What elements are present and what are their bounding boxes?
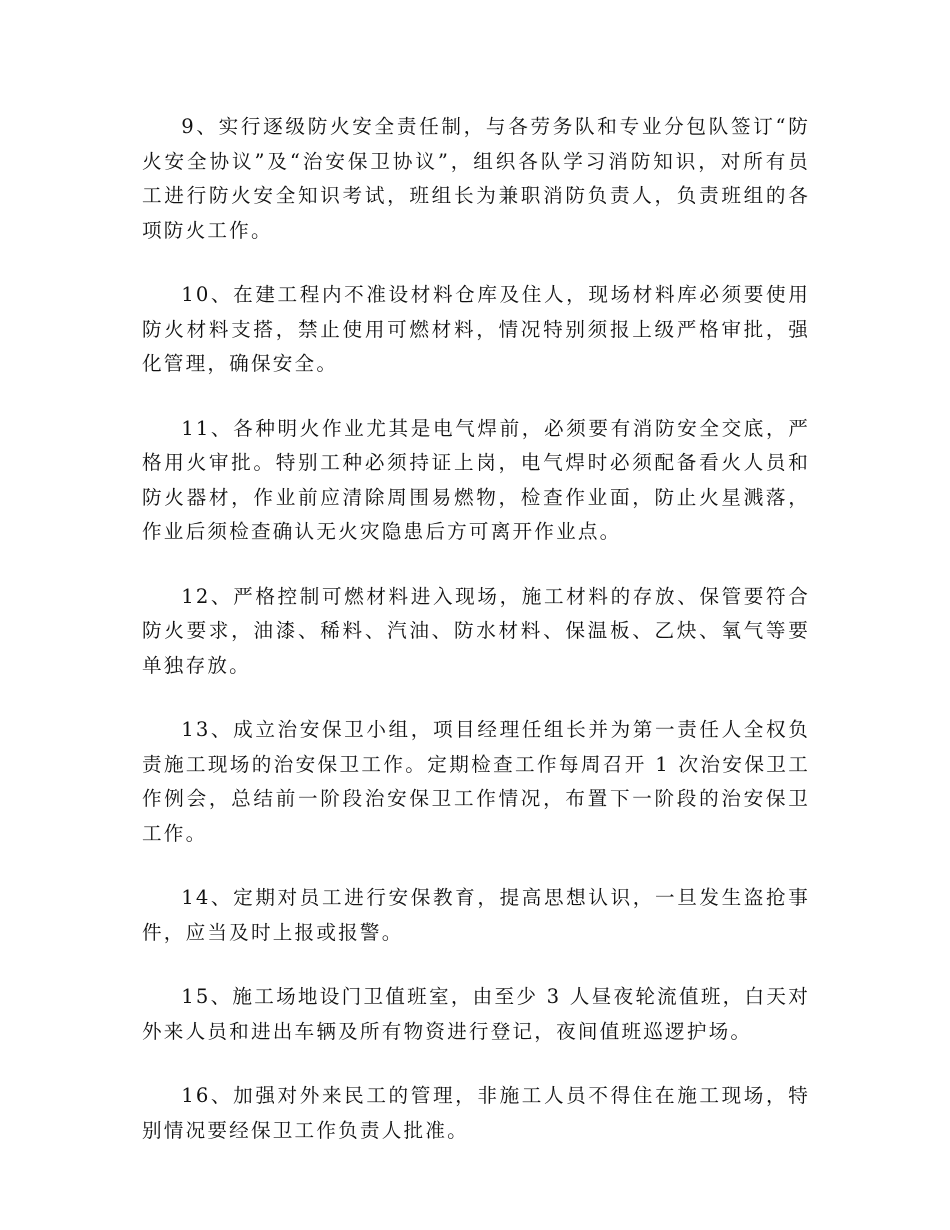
paragraph-11: 11、各种明火作业尤其是电气焊前，必须要有消防安全交底，严格用火审批。特别工种必须持证上岗，电气焊时必须配备看火人员和防火器材，作业前应清除周围易燃物，检查作业面，防止火星溅落，作业后须检查确认无火灾隐患后方可离开作业点。 [142,416,810,543]
document-page [142,110,810,1178]
paragraph-9: 9、实行逐级防火安全责任制，与各劳务队和专业分包队签订“防火安全协议”及“治安保卫协议”，组织各队学习消防知识，对所有员工进行防火安全知识考试，班组长为兼职消防负责人，负责班组的各项防火工作。 [142,115,810,242]
paragraph-16: 16、加强对外来民工的管理，非施工人员不得住在施工现场，特别情况要经保卫工作负责人批准。 [142,1084,810,1142]
paragraph-15: 15、施工场地设门卫值班室，由至少 3 人昼夜轮流值班，白天对外来人员和进出车辆及所有物资进行登记，夜间值班巡逻护场。 [142,985,810,1043]
paragraph-12: 12、严格控制可燃材料进入现场，施工材料的存放、保管要符合防火要求，油漆、稀料、汽油、防水材料、保温板、乙炔、氧气等要单独存放。 [142,584,810,677]
paragraph-10: 10、在建工程内不准设材料仓库及住人，现场材料库必须要使用防火材料支搭，禁止使用可燃材料，情况特别须报上级严格审批，强化管理，确保安全。 [142,283,810,375]
paragraph-13: 13、成立治安保卫小组，项目经理任组长并为第一责任人全权负责施工现场的治安保卫工作。定期检查工作每周召开 1 次治安保卫工作例会，总结前一阶段治安保卫工作情况，布置下一阶段的治安保卫工作。 [142,718,810,845]
paragraph-14: 14、定期对员工进行安保教育，提高思想认识，一旦发生盗抢事件，应当及时上报或报警。 [142,886,810,944]
